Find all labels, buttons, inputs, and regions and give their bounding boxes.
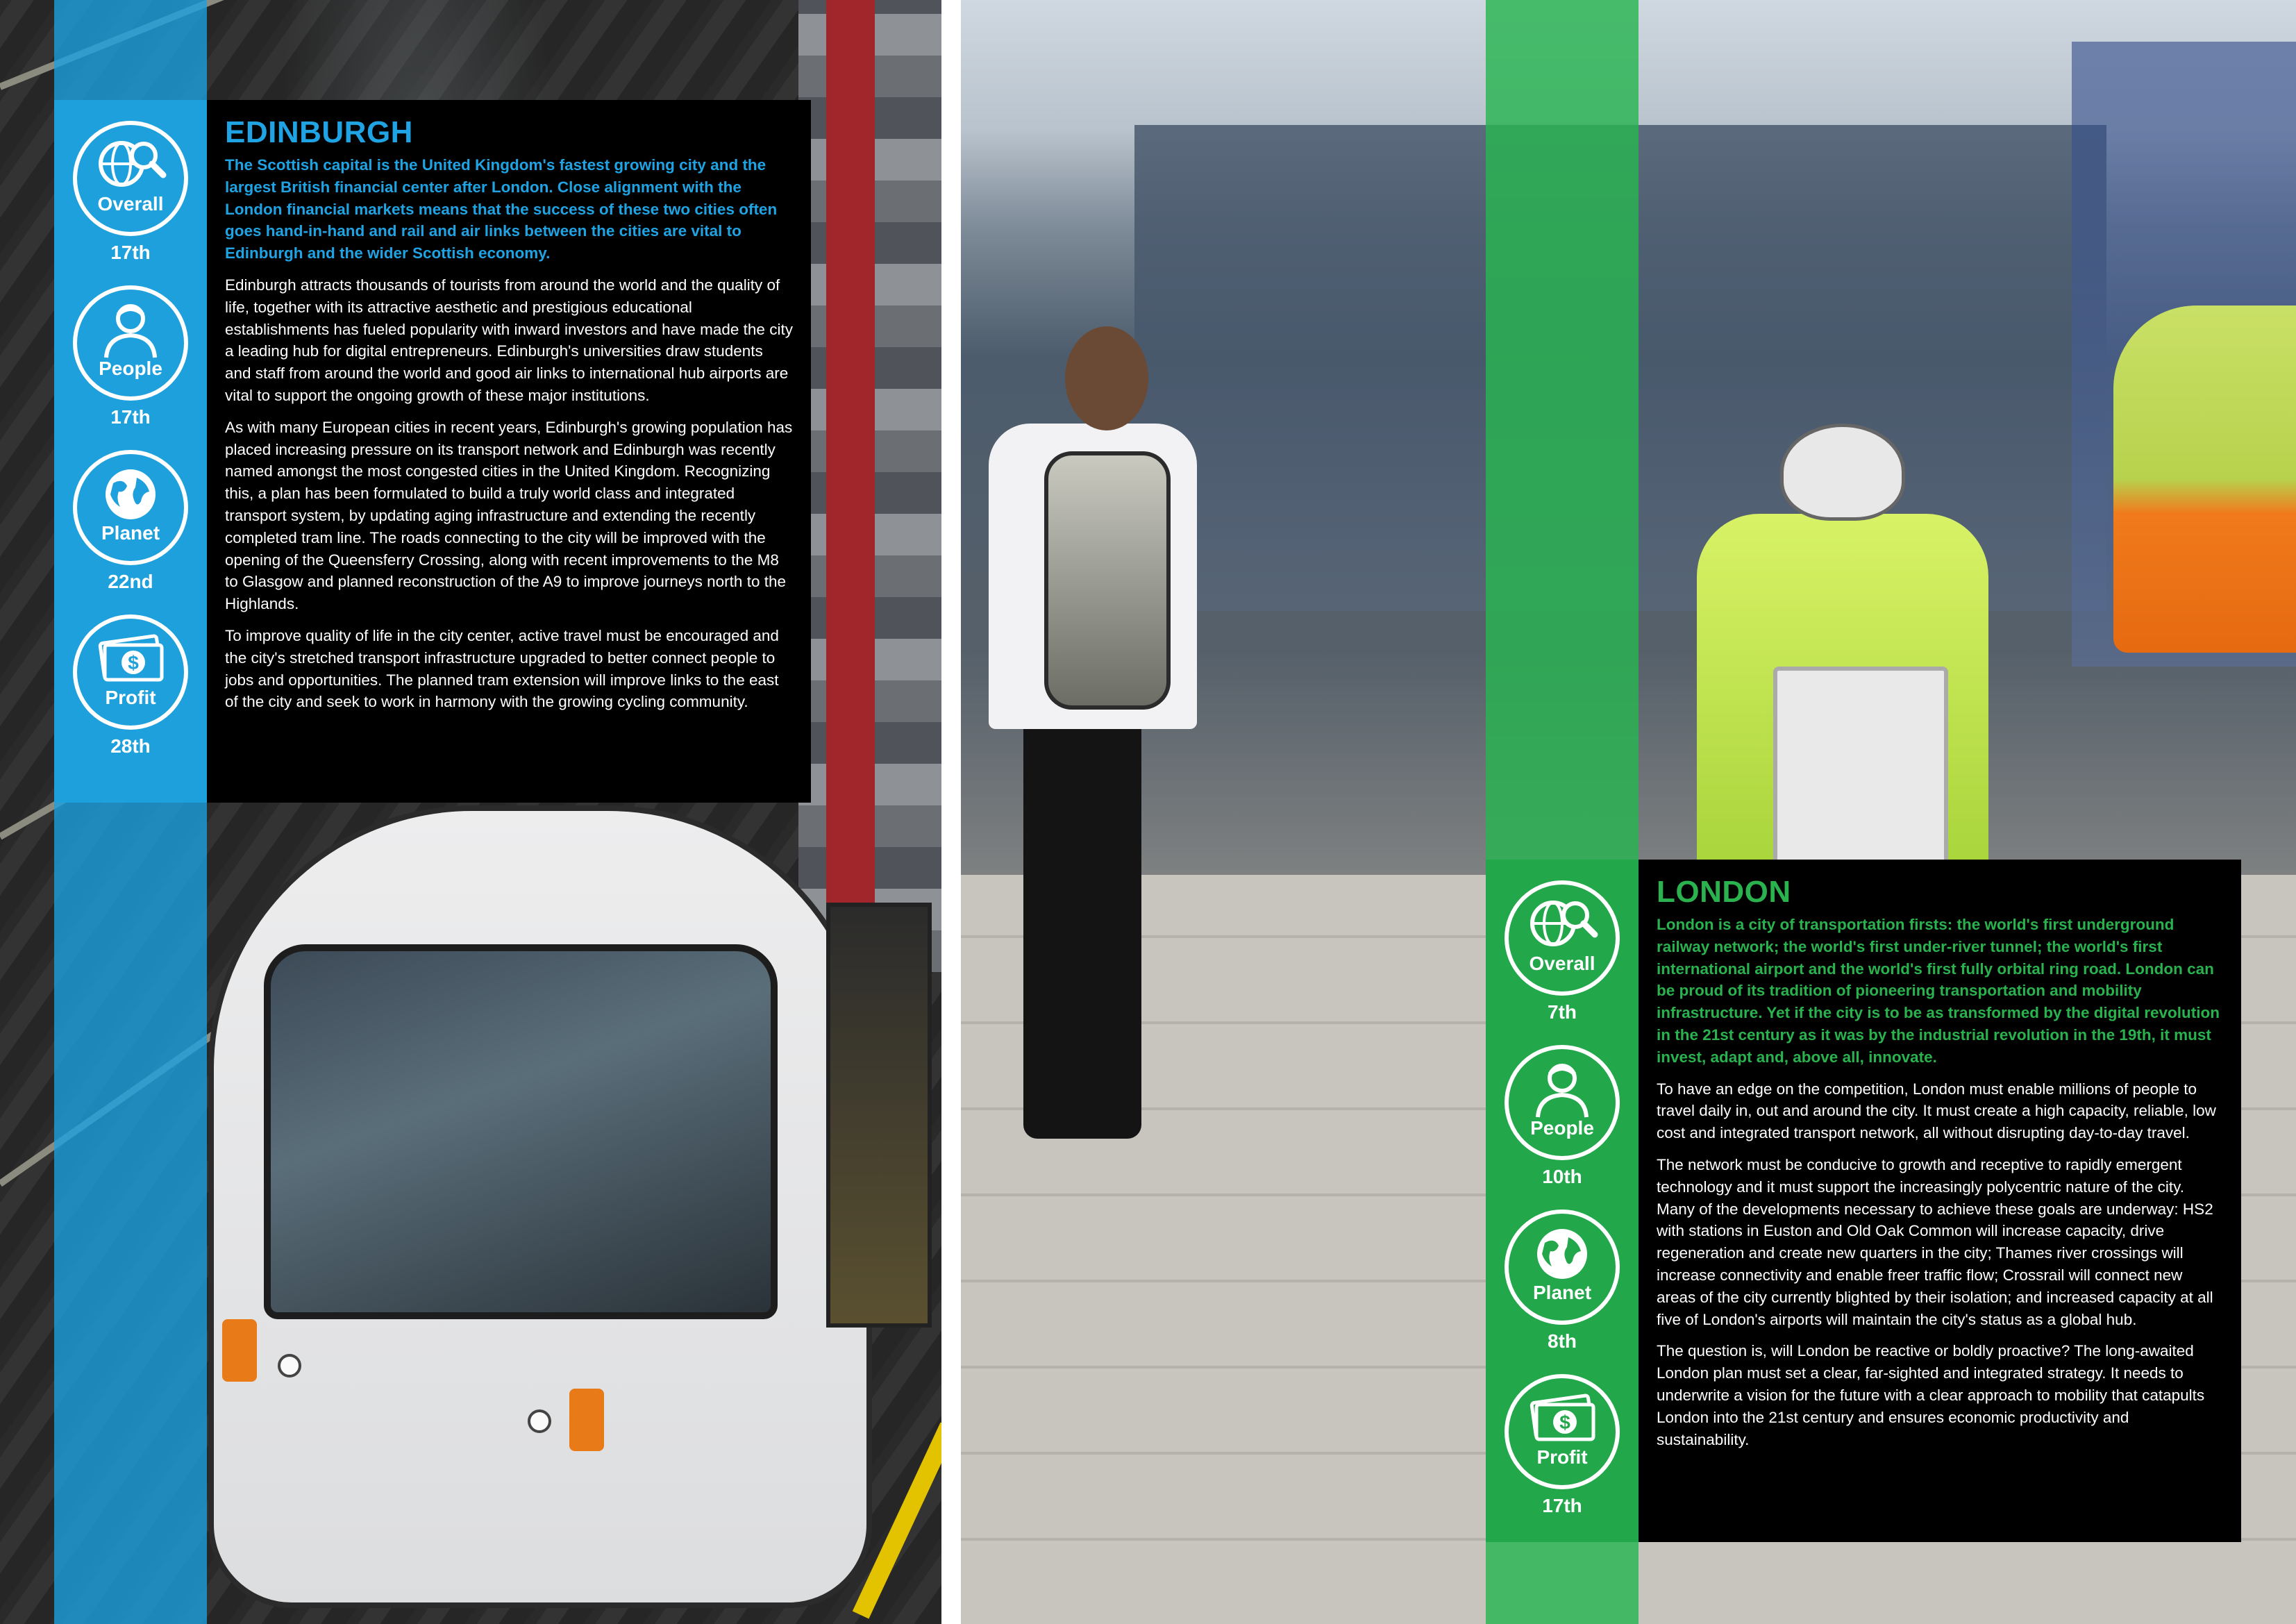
- ranking-value: 8th: [1548, 1330, 1577, 1352]
- tram-headlight: [278, 1354, 301, 1378]
- ranking-value: 10th: [1542, 1166, 1582, 1187]
- ranking-label: Planet: [1532, 1282, 1592, 1303]
- ranking-value: 7th: [1548, 1001, 1577, 1023]
- ranking-profit: [54, 614, 207, 757]
- intro-paragraph: London is a city of transportation firsts: the world's first underground railway network; the world's first under-river tunnel; the world's first international airport and the world's first fully orbital ring road. London can be proud of its tradition of pioneering transportation and mobility infrastructure. Yet if the city is to be as transformed by the digital revolution in the 21st century as it was by the industrial revolution in the 19th, it must invest, adapt and, above all, innovate.: [1657, 916, 2220, 1066]
- ranking-planet: [1486, 1209, 1639, 1353]
- tram-indicator: [569, 1389, 604, 1451]
- bike-crate: [1773, 667, 1948, 869]
- tram-windshield: [264, 944, 778, 1319]
- cyclist-helmet: [1780, 424, 1905, 521]
- svg-text:$: $: [1559, 1412, 1570, 1433]
- city-title: LONDON: [1657, 875, 1791, 909]
- dollar-bill-icon: [92, 630, 169, 688]
- dollar-bill-icon: [1524, 1389, 1600, 1448]
- ranking-planet: [54, 450, 207, 593]
- walker-legs: [1023, 708, 1141, 1139]
- tram-side-window: [826, 903, 932, 1328]
- body-paragraph: The network must be conducive to growth and receptive to rapidly emergent technology and it must support the increasingly polycentric nature of the city. Many of the developments necessary to achieve these goals are underway: HS2 with stations in Euston and Old Oak Common will increase capacity, drive regeneration and create new quarters in the city; Thames river crossings will increase connectivity and enable freer traffic flow; Crossrail will connect new areas of the city currently blighted by their isolation; and increased capacity at all five of London's airports will maintain the city's status as a global hub.: [1657, 1155, 2213, 1328]
- london-page: [961, 0, 2296, 1624]
- ranking-label: Overall: [97, 193, 164, 215]
- ranking-people: [1486, 1045, 1639, 1188]
- ranking-label: Profit: [105, 687, 156, 708]
- edinburgh-page: [0, 0, 941, 1624]
- intro-paragraph: The Scottish capital is the United Kingdom's fastest growing city and the largest British financial center after London. Close alignment with the London financial markets means that the success of these two cities often goes hand-in-hand and rail and air links between the cities are vital to Edinburgh and the wider Scottish economy.: [225, 156, 778, 262]
- walker-head: [1065, 326, 1148, 430]
- badge-people: [73, 285, 188, 401]
- ranking-label: Profit: [1536, 1446, 1588, 1468]
- body-paragraph: To improve quality of life in the city center, active travel must be encouraged and the city's stretched transport infrastructure upgraded to better connect people to jobs and opportunities. The planned tram extension will improve links to the east of the city and seek to work in harmony with the growing cycling community.: [225, 626, 779, 711]
- edinburgh-text-panel: [207, 100, 811, 803]
- tram-headlight: [528, 1409, 551, 1433]
- badge-planet: [73, 450, 188, 565]
- london-text-panel: [1639, 860, 2241, 1542]
- ranking-label: Overall: [1529, 953, 1595, 974]
- globe-search-icon: [1524, 896, 1600, 954]
- globe-search-icon: [92, 136, 169, 194]
- tram-indicator: [222, 1319, 257, 1382]
- ranking-overall: [54, 121, 207, 264]
- ranking-value: 17th: [110, 406, 151, 428]
- ranking-value: 17th: [110, 242, 151, 263]
- person-icon: [1531, 1060, 1593, 1119]
- badge-people: [1505, 1045, 1620, 1160]
- body-paragraph: To have an edge on the competition, London must enable millions of people to travel daily in, out and around the city. It must create a high capacity, reliable, low cost and integrated transport network, all without disrupting day-to-day travel.: [1657, 1080, 2216, 1142]
- city-title: EDINBURGH: [225, 115, 413, 149]
- backpack: [1044, 451, 1171, 710]
- body-paragraph: The question is, will London be reactive or boldly proactive? The long-awaited London plan must set a clear, far-sighted and integrated strategy. It needs to underwrite a vision for the future with a clear approach to mobility that catapults London into the 21st century and ensures economic productivity and sustainability.: [1657, 1342, 2205, 1448]
- badge-overall: [73, 121, 188, 236]
- body-paragraph: As with many European cities in recent years, Edinburgh's growing population has placed increasing pressure on its transport network and Edinburgh was recently named amongst the most congested cities in the United Kingdom. Recognizing this, a plan has been formulated to build a truly world class and integrated transport system, by updating aging infrastructure and extending the recently completed tram line. The roads connecting to the city will be improved with the opening of the Queensferry Crossing, along with recent improvements to the M8 to Glasgow and planned reconstruction of the A9 to improve journeys north to the Highlands.: [225, 418, 793, 613]
- badge-profit: [73, 614, 188, 730]
- ranking-value: 22nd: [108, 571, 153, 592]
- person-icon: [99, 301, 162, 359]
- badge-planet: [1505, 1209, 1620, 1325]
- edinburgh-rankings: [54, 100, 207, 803]
- cyclist-vest: [2113, 305, 2296, 653]
- badge-profit: [1505, 1374, 1620, 1489]
- ranking-value: 28th: [110, 735, 151, 757]
- ranking-label: Planet: [101, 522, 160, 544]
- body-paragraph: Edinburgh attracts thousands of tourists from around the world and the quality of life, together with its attractive aesthetic and prestigious educational establishments has fueled popularity with inward investors and have made the city a leading hub for digital entrepreneurs. Edinburgh's universities draw students and staff from around the world and good air links to international hub airports are vital to support the ongoing growth of these major institutions.: [225, 276, 793, 404]
- ranking-overall: [1486, 880, 1639, 1023]
- ranking-label: People: [99, 358, 162, 379]
- ranking-profit: [1486, 1374, 1639, 1517]
- badge-overall: [1505, 880, 1620, 996]
- earth-icon: [1531, 1225, 1593, 1283]
- earth-icon: [99, 465, 162, 524]
- ranking-value: 17th: [1542, 1495, 1582, 1516]
- svg-text:$: $: [128, 652, 139, 673]
- london-rankings: [1486, 860, 1639, 1542]
- ranking-people: [54, 285, 207, 428]
- ranking-label: People: [1530, 1117, 1594, 1139]
